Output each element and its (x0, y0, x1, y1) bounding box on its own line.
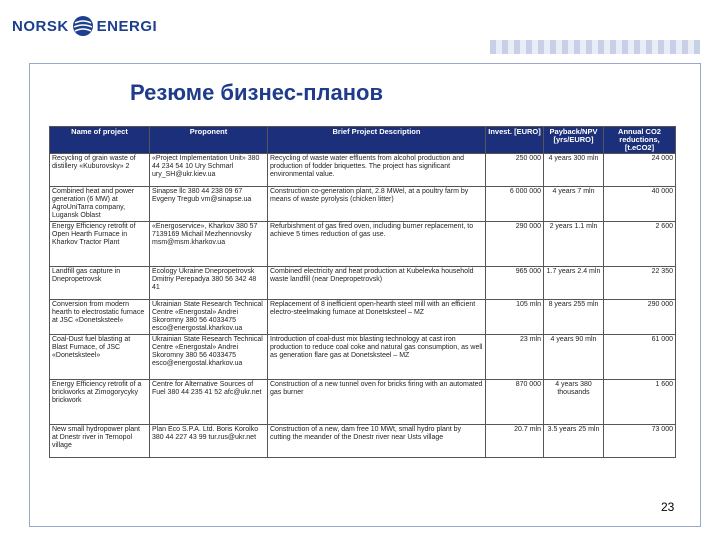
cell-invest: 105 mln (486, 300, 544, 335)
cell-payback: 4 years 90 mln (544, 335, 604, 380)
cell-invest: 290 000 (486, 222, 544, 267)
cell-description: Combined electricity and heat production at Kubelevka household waste landfill (near Dnepropetrovsk) (268, 267, 486, 300)
cell-invest: 23 mln (486, 335, 544, 380)
table-row (50, 222, 676, 267)
header-description: Brief Project Description (268, 127, 486, 154)
header-co2: Annual CO2 reductions, [t.eCO2] (604, 127, 676, 154)
cell-project: Conversion from modern hearth to electrostatic furnace at JSC «Donetsksteel» (50, 300, 150, 335)
logo-globe-icon (72, 15, 94, 37)
cell-co2: 40 000 (604, 187, 676, 222)
cell-project: Coal-Dust fuel blasting at Blast Furnace, of JSC «Donetsksteel» (50, 335, 150, 380)
cell-proponent: «Project Implementation Unit» 380 44 234 54 10 Ury Schmarl ury_SH@ukr.kiev.ua (150, 154, 268, 187)
cell-payback: 4 years 300 mln (544, 154, 604, 187)
cell-project: Recycling of grain waste of distillery «Kuburovsky» 2 (50, 154, 150, 187)
table-row (50, 187, 676, 222)
cell-co2: 73 000 (604, 425, 676, 458)
cell-proponent: Ecology Ukraine Dnepropetrovsk Dmitriy Perepadya 380 56 342 48 41 (150, 267, 268, 300)
header-name-of-project: Name of project (50, 127, 150, 154)
header-invest: Invest. [EURO] (486, 127, 544, 154)
cell-payback: 4 years 380 thousands (544, 380, 604, 425)
cell-description: Introduction of coal-dust mix blasting technology at cast iron production to reduce coal coke and natural gas consumption, as well as generation flare gas at Donetsksteel – MZ (268, 335, 486, 380)
cell-proponent: Ukrainian State Research Technical Centre «Energostal» Andrei Skoromny 380 56 4033475 esco@energostal.kharkov.ua (150, 300, 268, 335)
table-row (50, 154, 676, 187)
cell-proponent: Sinapse llc 380 44 238 09 67 Evgeny Tregub vm@sinapse.ua (150, 187, 268, 222)
table-row (50, 267, 676, 300)
table-row (50, 425, 676, 458)
cell-proponent: Plan Eco S.P.A. Ltd. Boris Korolko 380 44 227 43 99 tur.rus@ukr.net (150, 425, 268, 458)
table-header-row (50, 127, 676, 154)
cell-description: Construction of a new tunnel oven for bricks firing with an automated gas burner (268, 380, 486, 425)
cell-project: Landfill gas capture in Dnepropetrovsk (50, 267, 150, 300)
logo-word-norsk: NORSK (12, 17, 69, 35)
cell-co2: 1 600 (604, 380, 676, 425)
cell-co2: 24 000 (604, 154, 676, 187)
cell-proponent: «Energoservice», Kharkov 380 57 7139169 Michail Mezhennovsky msm@msm.kharkov.ua (150, 222, 268, 267)
table-row (50, 380, 676, 425)
header-payback: Payback/NPV [yrs/EURO] (544, 127, 604, 154)
header-proponent: Proponent (150, 127, 268, 154)
cell-co2: 22 350 (604, 267, 676, 300)
cell-payback: 8 years 255 mln (544, 300, 604, 335)
cell-project: Energy Efficiency retrofit of Open Hearth Furnace in Kharkov Tractor Plant (50, 222, 150, 267)
norsk-energi-logo (12, 14, 157, 38)
cell-invest: 250 000 (486, 154, 544, 187)
cell-co2: 2 600 (604, 222, 676, 267)
cell-proponent: Centre for Alternative Sources of Fuel 380 44 235 41 52 afc@ukr.net (150, 380, 268, 425)
cell-invest: 20.7 mln (486, 425, 544, 458)
cell-description: Construction co-generation plant, 2.8 MWel, at a poultry farm by means of waste pyrolysis (chicken litter) (268, 187, 486, 222)
cell-co2: 61 000 (604, 335, 676, 380)
cell-description: Replacement of 8 inefficient open-hearth steel mill with an efficient electro-steelmaking furnace at Donetsksteel – MZ (268, 300, 486, 335)
slide-title: Резюме бизнес-планов (130, 80, 384, 105)
cell-project: New small hydropower plant at Dnestr river in Ternopol village (50, 425, 150, 458)
logo-word-energi: ENERGI (96, 17, 158, 35)
cell-description: Construction of a new, dam free 10 MWt, small hydro plant by cutting the meander of the Dnestr river near Usts village (268, 425, 486, 458)
cell-description: Refurbishment of gas fired oven, including burner replacement, to achieve 5 times reduction of gas use. (268, 222, 486, 267)
cell-project: Combined heat and power generation (6 MW) at AgroUniTarra company, Lugansk Oblast (50, 187, 150, 222)
cell-payback: 2 years 1.1 mln (544, 222, 604, 267)
cell-payback: 1.7 years 2.4 mln (544, 267, 604, 300)
page-number: 23 (661, 500, 675, 514)
business-plans-table-wrapper (49, 126, 675, 458)
table-row (50, 335, 676, 380)
cell-payback: 4 years 7 mln (544, 187, 604, 222)
cell-proponent: Ukrainian State Research Technical Centre «Energostal» Andrei Skoromny 380 56 4033475 esco@energostal.kharkov.ua (150, 335, 268, 380)
cell-invest: 870 000 (486, 380, 544, 425)
cell-co2: 290 000 (604, 300, 676, 335)
cell-project: Energy Efficiency retrofit of a brickworks at Zimogorycyky brickwork (50, 380, 150, 425)
cell-invest: 965 000 (486, 267, 544, 300)
table-row (50, 300, 676, 335)
business-plans-table (49, 126, 676, 458)
cell-payback: 3.5 years 25 mln (544, 425, 604, 458)
cell-invest: 6 000 000 (486, 187, 544, 222)
cell-description: Recycling of waste water effluents from alcohol production and production of fodder briquettes. The project has significant environmental value. (268, 154, 486, 187)
header-stripe (490, 40, 700, 54)
